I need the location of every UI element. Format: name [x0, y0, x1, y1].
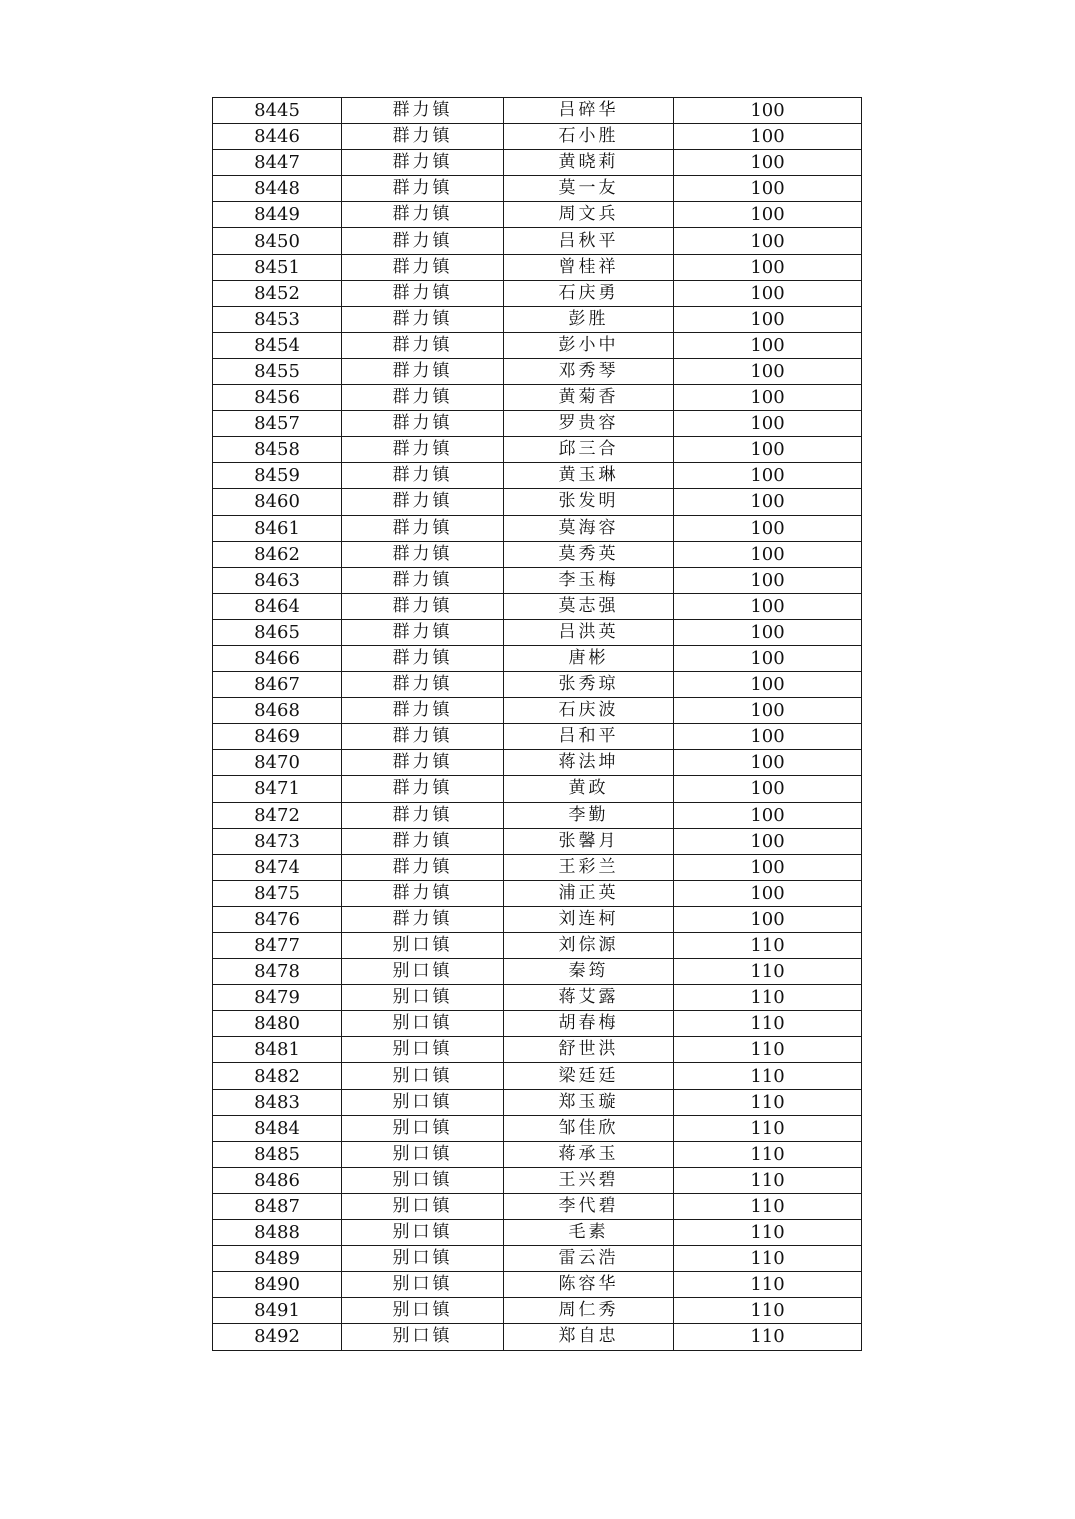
amount-cell: 100 [674, 854, 862, 880]
serial-number-cell: 8449 [213, 202, 342, 228]
name-cell: 舒世洪 [504, 1037, 674, 1063]
town-cell: 群力镇 [342, 385, 504, 411]
town-cell: 别口镇 [342, 1193, 504, 1219]
amount-cell: 110 [674, 1063, 862, 1089]
name-cell: 李代碧 [504, 1193, 674, 1219]
table-row [213, 1246, 862, 1272]
town-cell: 群力镇 [342, 124, 504, 150]
serial-number-cell: 8476 [213, 906, 342, 932]
amount-cell: 100 [674, 672, 862, 698]
name-cell: 吕和平 [504, 724, 674, 750]
table-row [213, 150, 862, 176]
amount-cell: 110 [674, 1193, 862, 1219]
table-row [213, 880, 862, 906]
name-cell: 石庆波 [504, 698, 674, 724]
table-row [213, 358, 862, 384]
amount-cell: 110 [674, 1141, 862, 1167]
amount-cell: 110 [674, 1246, 862, 1272]
table-row [213, 254, 862, 280]
serial-number-cell: 8461 [213, 515, 342, 541]
name-cell: 梁廷廷 [504, 1063, 674, 1089]
amount-cell: 110 [674, 1324, 862, 1350]
amount-cell: 100 [674, 541, 862, 567]
serial-number-cell: 8488 [213, 1220, 342, 1246]
serial-number-cell: 8479 [213, 985, 342, 1011]
serial-number-cell: 8453 [213, 306, 342, 332]
amount-cell: 100 [674, 828, 862, 854]
town-cell: 别口镇 [342, 1220, 504, 1246]
town-cell: 群力镇 [342, 567, 504, 593]
amount-cell: 100 [674, 176, 862, 202]
table-row [213, 1298, 862, 1324]
name-cell: 彭小中 [504, 332, 674, 358]
table-row [213, 724, 862, 750]
town-cell: 群力镇 [342, 202, 504, 228]
name-cell: 莫海容 [504, 515, 674, 541]
town-cell: 群力镇 [342, 854, 504, 880]
amount-cell: 100 [674, 254, 862, 280]
town-cell: 别口镇 [342, 1063, 504, 1089]
table-row [213, 515, 862, 541]
name-cell: 罗贵容 [504, 411, 674, 437]
name-cell: 石庆勇 [504, 280, 674, 306]
serial-number-cell: 8478 [213, 959, 342, 985]
amount-cell: 110 [674, 1220, 862, 1246]
table-row [213, 1063, 862, 1089]
amount-cell: 100 [674, 124, 862, 150]
name-cell: 王彩兰 [504, 854, 674, 880]
table-row [213, 567, 862, 593]
name-cell: 邹佳欣 [504, 1115, 674, 1141]
town-cell: 群力镇 [342, 254, 504, 280]
town-cell: 群力镇 [342, 541, 504, 567]
amount-cell: 100 [674, 750, 862, 776]
serial-number-cell: 8469 [213, 724, 342, 750]
town-cell: 群力镇 [342, 593, 504, 619]
name-cell: 曾桂祥 [504, 254, 674, 280]
town-cell: 群力镇 [342, 515, 504, 541]
amount-cell: 110 [674, 959, 862, 985]
serial-number-cell: 8457 [213, 411, 342, 437]
serial-number-cell: 8456 [213, 385, 342, 411]
serial-number-cell: 8485 [213, 1141, 342, 1167]
town-cell: 群力镇 [342, 619, 504, 645]
table-row [213, 306, 862, 332]
town-cell: 群力镇 [342, 437, 504, 463]
serial-number-cell: 8465 [213, 619, 342, 645]
town-cell: 别口镇 [342, 1115, 504, 1141]
serial-number-cell: 8445 [213, 98, 342, 124]
table-row [213, 124, 862, 150]
serial-number-cell: 8468 [213, 698, 342, 724]
table-row [213, 906, 862, 932]
table-row [213, 541, 862, 567]
table-row [213, 98, 862, 124]
table-row [213, 854, 862, 880]
name-cell: 黄菊香 [504, 385, 674, 411]
serial-number-cell: 8446 [213, 124, 342, 150]
serial-number-cell: 8475 [213, 880, 342, 906]
name-cell: 李玉梅 [504, 567, 674, 593]
town-cell: 群力镇 [342, 489, 504, 515]
amount-cell: 100 [674, 358, 862, 384]
table-row [213, 619, 862, 645]
name-cell: 浦正英 [504, 880, 674, 906]
table-row [213, 698, 862, 724]
serial-number-cell: 8484 [213, 1115, 342, 1141]
amount-cell: 100 [674, 698, 862, 724]
name-cell: 莫秀英 [504, 541, 674, 567]
table-row [213, 411, 862, 437]
table-row [213, 959, 862, 985]
amount-cell: 100 [674, 150, 862, 176]
name-cell: 张发明 [504, 489, 674, 515]
name-cell: 陈容华 [504, 1272, 674, 1298]
table-row [213, 176, 862, 202]
amount-cell: 100 [674, 98, 862, 124]
town-cell: 群力镇 [342, 280, 504, 306]
serial-number-cell: 8447 [213, 150, 342, 176]
serial-number-cell: 8466 [213, 645, 342, 671]
amount-cell: 100 [674, 515, 862, 541]
town-cell: 群力镇 [342, 828, 504, 854]
name-cell: 周仁秀 [504, 1298, 674, 1324]
amount-cell: 100 [674, 228, 862, 254]
town-cell: 群力镇 [342, 358, 504, 384]
serial-number-cell: 8450 [213, 228, 342, 254]
town-cell: 别口镇 [342, 1141, 504, 1167]
town-cell: 群力镇 [342, 332, 504, 358]
town-cell: 别口镇 [342, 1011, 504, 1037]
name-cell: 张秀琼 [504, 672, 674, 698]
name-cell: 张馨月 [504, 828, 674, 854]
serial-number-cell: 8460 [213, 489, 342, 515]
town-cell: 群力镇 [342, 750, 504, 776]
serial-number-cell: 8481 [213, 1037, 342, 1063]
table-row [213, 202, 862, 228]
name-cell: 王兴碧 [504, 1167, 674, 1193]
table-row [213, 750, 862, 776]
serial-number-cell: 8463 [213, 567, 342, 593]
name-cell: 彭胜 [504, 306, 674, 332]
table-row [213, 228, 862, 254]
table-row [213, 385, 862, 411]
name-cell: 黄政 [504, 776, 674, 802]
town-cell: 群力镇 [342, 98, 504, 124]
name-cell: 周文兵 [504, 202, 674, 228]
serial-number-cell: 8452 [213, 280, 342, 306]
town-cell: 群力镇 [342, 411, 504, 437]
town-cell: 别口镇 [342, 1272, 504, 1298]
town-cell: 群力镇 [342, 306, 504, 332]
amount-cell: 100 [674, 463, 862, 489]
town-cell: 别口镇 [342, 1089, 504, 1115]
table-row [213, 437, 862, 463]
table-row [213, 802, 862, 828]
table-row [213, 593, 862, 619]
name-cell: 吕洪英 [504, 619, 674, 645]
amount-cell: 100 [674, 802, 862, 828]
table-row [213, 1193, 862, 1219]
serial-number-cell: 8489 [213, 1246, 342, 1272]
table-row [213, 672, 862, 698]
amount-cell: 110 [674, 1115, 862, 1141]
table-row [213, 933, 862, 959]
amount-cell: 110 [674, 1298, 862, 1324]
amount-cell: 100 [674, 567, 862, 593]
serial-number-cell: 8474 [213, 854, 342, 880]
table-row [213, 645, 862, 671]
serial-number-cell: 8483 [213, 1089, 342, 1115]
name-cell: 蒋艾露 [504, 985, 674, 1011]
amount-cell: 110 [674, 1089, 862, 1115]
table-row [213, 489, 862, 515]
town-cell: 群力镇 [342, 802, 504, 828]
town-cell: 群力镇 [342, 906, 504, 932]
name-cell: 吕秋平 [504, 228, 674, 254]
town-cell: 群力镇 [342, 672, 504, 698]
town-cell: 群力镇 [342, 724, 504, 750]
name-cell: 雷云浩 [504, 1246, 674, 1272]
serial-number-cell: 8490 [213, 1272, 342, 1298]
name-cell: 黄玉琳 [504, 463, 674, 489]
table-row [213, 1037, 862, 1063]
serial-number-cell: 8451 [213, 254, 342, 280]
amount-cell: 100 [674, 906, 862, 932]
town-cell: 群力镇 [342, 176, 504, 202]
serial-number-cell: 8487 [213, 1193, 342, 1219]
amount-cell: 100 [674, 202, 862, 228]
name-cell: 胡春梅 [504, 1011, 674, 1037]
amount-cell: 100 [674, 280, 862, 306]
serial-number-cell: 8462 [213, 541, 342, 567]
name-cell: 石小胜 [504, 124, 674, 150]
name-cell: 邓秀琴 [504, 358, 674, 384]
name-cell: 莫志强 [504, 593, 674, 619]
serial-number-cell: 8464 [213, 593, 342, 619]
table-row [213, 463, 862, 489]
serial-number-cell: 8480 [213, 1011, 342, 1037]
serial-number-cell: 8455 [213, 358, 342, 384]
name-cell: 蒋承玉 [504, 1141, 674, 1167]
name-cell: 毛素 [504, 1220, 674, 1246]
town-cell: 别口镇 [342, 933, 504, 959]
name-cell: 秦筠 [504, 959, 674, 985]
amount-cell: 100 [674, 437, 862, 463]
town-cell: 别口镇 [342, 1167, 504, 1193]
serial-number-cell: 8459 [213, 463, 342, 489]
town-cell: 别口镇 [342, 1037, 504, 1063]
serial-number-cell: 8458 [213, 437, 342, 463]
table-row [213, 1324, 862, 1350]
table-row [213, 1272, 862, 1298]
data-table [212, 97, 862, 1351]
serial-number-cell: 8454 [213, 332, 342, 358]
table-row [213, 776, 862, 802]
amount-cell: 110 [674, 1272, 862, 1298]
town-cell: 群力镇 [342, 880, 504, 906]
table-row [213, 280, 862, 306]
name-cell: 黄晓莉 [504, 150, 674, 176]
amount-cell: 100 [674, 776, 862, 802]
name-cell: 邱三合 [504, 437, 674, 463]
town-cell: 别口镇 [342, 1298, 504, 1324]
serial-number-cell: 8477 [213, 933, 342, 959]
serial-number-cell: 8491 [213, 1298, 342, 1324]
name-cell: 蒋法坤 [504, 750, 674, 776]
amount-cell: 100 [674, 411, 862, 437]
town-cell: 别口镇 [342, 985, 504, 1011]
name-cell: 李勤 [504, 802, 674, 828]
serial-number-cell: 8473 [213, 828, 342, 854]
table-row [213, 1220, 862, 1246]
table-row [213, 332, 862, 358]
town-cell: 群力镇 [342, 645, 504, 671]
amount-cell: 110 [674, 1037, 862, 1063]
amount-cell: 100 [674, 645, 862, 671]
serial-number-cell: 8482 [213, 1063, 342, 1089]
name-cell: 唐彬 [504, 645, 674, 671]
serial-number-cell: 8471 [213, 776, 342, 802]
table-row [213, 1115, 862, 1141]
serial-number-cell: 8470 [213, 750, 342, 776]
serial-number-cell: 8492 [213, 1324, 342, 1350]
amount-cell: 100 [674, 489, 862, 515]
serial-number-cell: 8472 [213, 802, 342, 828]
table-row [213, 1167, 862, 1193]
table-body [213, 98, 862, 1351]
amount-cell: 100 [674, 593, 862, 619]
amount-cell: 110 [674, 933, 862, 959]
town-cell: 别口镇 [342, 959, 504, 985]
table-row [213, 1011, 862, 1037]
serial-number-cell: 8448 [213, 176, 342, 202]
name-cell: 刘倧源 [504, 933, 674, 959]
amount-cell: 100 [674, 619, 862, 645]
name-cell: 郑自忠 [504, 1324, 674, 1350]
town-cell: 群力镇 [342, 776, 504, 802]
table-row [213, 1089, 862, 1115]
amount-cell: 100 [674, 880, 862, 906]
amount-cell: 100 [674, 385, 862, 411]
amount-cell: 100 [674, 306, 862, 332]
amount-cell: 110 [674, 985, 862, 1011]
table-row [213, 985, 862, 1011]
serial-number-cell: 8486 [213, 1167, 342, 1193]
amount-cell: 110 [674, 1167, 862, 1193]
town-cell: 群力镇 [342, 228, 504, 254]
table-row [213, 828, 862, 854]
amount-cell: 100 [674, 332, 862, 358]
name-cell: 刘连柯 [504, 906, 674, 932]
town-cell: 别口镇 [342, 1324, 504, 1350]
amount-cell: 110 [674, 1011, 862, 1037]
name-cell: 莫一友 [504, 176, 674, 202]
town-cell: 群力镇 [342, 698, 504, 724]
name-cell: 郑玉璇 [504, 1089, 674, 1115]
town-cell: 群力镇 [342, 150, 504, 176]
amount-cell: 100 [674, 724, 862, 750]
name-cell: 吕碎华 [504, 98, 674, 124]
serial-number-cell: 8467 [213, 672, 342, 698]
table-row [213, 1141, 862, 1167]
town-cell: 群力镇 [342, 463, 504, 489]
town-cell: 别口镇 [342, 1246, 504, 1272]
